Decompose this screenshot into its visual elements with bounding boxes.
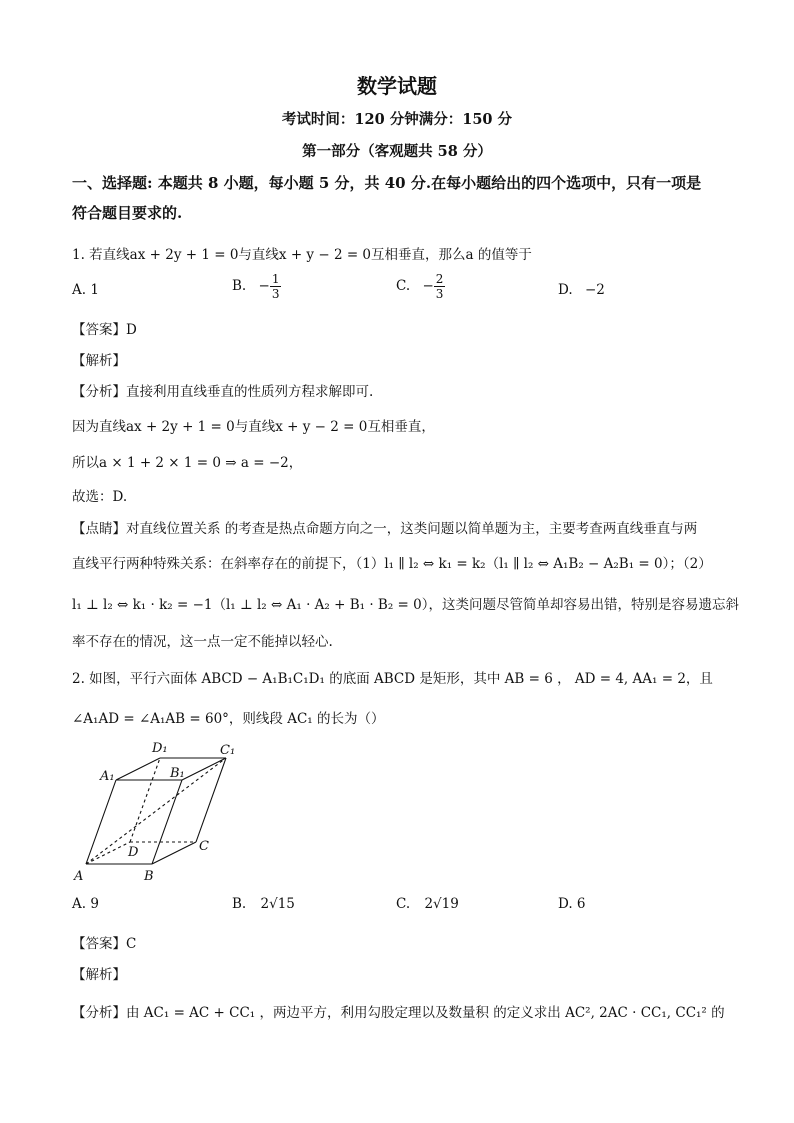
q1-analysis: 【分析】直接利用直线垂直的性质列方程求解即可. <box>72 384 374 400</box>
label-D1: D₁ <box>152 741 168 756</box>
q1-answer: 【答案】D <box>72 322 137 338</box>
q1-option-a: A. 1 <box>72 282 99 298</box>
q1-option-c-numerator: 2 <box>435 272 444 286</box>
label-B: B <box>144 869 154 884</box>
label-B1: B₁ <box>170 766 185 781</box>
q1-option-c <box>396 272 445 301</box>
q2-option-c <box>396 896 459 912</box>
q1-option-c-denominator: 3 <box>435 287 444 301</box>
edge-AA1 <box>86 780 116 864</box>
q1-option-b-label: B. <box>232 278 247 294</box>
label-C: C <box>199 839 209 854</box>
q2-analysis-tag: 【解析】 <box>72 967 126 983</box>
edge-A1D1 <box>116 758 160 780</box>
q1-step1: 因为直线ax + 2y + 1 = 0与直线x + y − 2 = 0互相垂直， <box>72 419 435 435</box>
q2-option-d: D. 6 <box>558 896 586 912</box>
q2-option-b <box>232 896 295 912</box>
q2-option-c-label: C. <box>396 896 411 912</box>
q1-analysis-tag: 【解析】 <box>72 353 126 369</box>
q1-option-c-label: C. <box>396 278 411 294</box>
q2-option-a: A. 9 <box>72 896 99 912</box>
q2-option-b-value: 2√15 <box>260 896 295 912</box>
q2-analysis: 【分析】由 AC₁ = AC + CC₁ ，两边平方，利用勾股定理以及数量积 的定义求出 AC², 2AC · CC₁, CC₁² 的 <box>72 1005 725 1021</box>
section-heading-line2: 符合题目要求的. <box>72 204 183 222</box>
q1-comment-line4: 率不存在的情况，这一点一定不能掉以轻心. <box>72 634 333 650</box>
q1-option-c-sign: − <box>422 278 434 294</box>
q1-step3: 故选：D. <box>72 489 128 505</box>
q2-stem-line1: 2. 如图，平行六面体 ABCD − A₁B₁C₁D₁ 的底面 ABCD 是矩形，其中 AB = 6 ， AD = 4, AA₁ = 2，且 <box>72 671 713 687</box>
section-heading-line1: 一、选择题: 本题共 8 小题，每小题 5 分，共 40 分.在每小题给出的四个选项中，只有一项是 <box>72 174 702 192</box>
q1-comment-line1: 【点睛】对直线位置关系 的考查是热点命题方向之一，这类问题以简单题为主，主要考查两直线垂直与两 <box>72 521 698 537</box>
label-C1: C₁ <box>220 743 236 758</box>
label-A: A <box>74 869 84 884</box>
q2-stem-line2: ∠A₁AD = ∠A₁AB = 60°，则线段 AC₁ 的长为（） <box>72 711 385 727</box>
q1-option-b-fraction <box>270 272 282 301</box>
q1-comment-line3: l₁ ⊥ l₂ ⇔ k₁ · k₂ = −1（l₁ ⊥ l₂ ⇔ A₁ · A₂ + B₁ · B₂ = 0），这类问题尽管简单却容易出错，特别是容易遗忘斜 <box>72 597 739 613</box>
q1-option-c-fraction <box>434 272 446 301</box>
q1-step2: 所以a × 1 + 2 × 1 = 0 ⇒ a = −2， <box>72 455 303 471</box>
q2-answer: 【答案】C <box>72 936 137 952</box>
q1-comment-line2: 直线平行两种特殊关系：在斜率存在的前提下，（1）l₁ ∥ l₂ ⇔ k₁ = k₂（l₁ ∥ l₂ ⇔ A₁B₂ − A₂B₁ = 0）；（2） <box>72 556 712 572</box>
q1-option-d-value: −2 <box>584 282 605 298</box>
label-A1: A₁ <box>100 769 115 784</box>
q1-option-d <box>558 282 605 298</box>
label-D: D <box>128 845 139 860</box>
page-title: 数学试题 <box>357 74 437 98</box>
q1-option-b-denominator: 3 <box>271 287 280 301</box>
part-heading: 第一部分（客观题共 58 分） <box>302 143 492 160</box>
exam-info: 考试时间：120 分钟满分：150 分 <box>281 111 513 128</box>
q1-option-b-sign: − <box>258 278 270 294</box>
q1-stem: 1. 若直线ax + 2y + 1 = 0与直线x + y − 2 = 0互相垂直，那么a 的值等于 <box>72 247 532 263</box>
q2-option-c-value: 2√19 <box>424 896 459 912</box>
q1-option-b-numerator: 1 <box>271 272 280 286</box>
q1-option-b <box>232 272 281 301</box>
q1-option-d-label: D. <box>558 282 573 298</box>
parallelepiped-figure <box>72 735 252 885</box>
q2-option-b-label: B. <box>232 896 247 912</box>
